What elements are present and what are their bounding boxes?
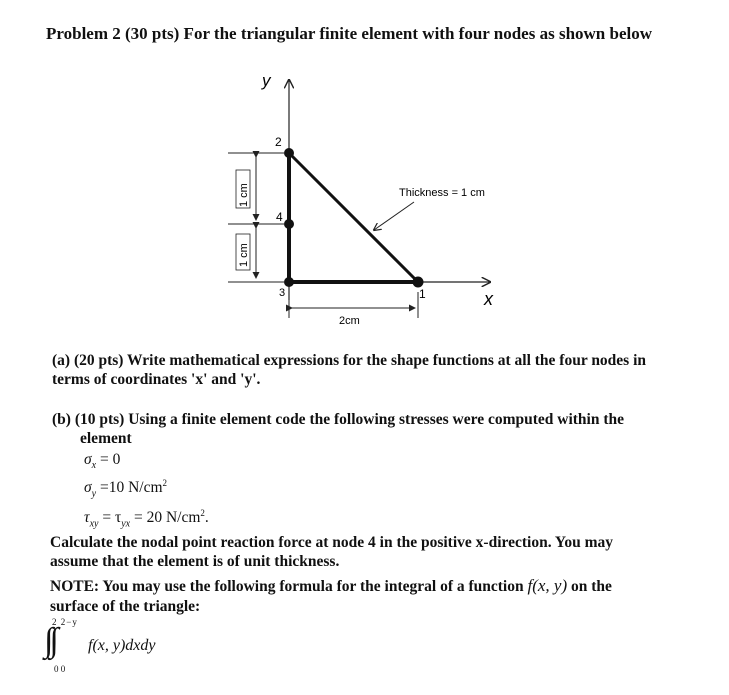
sigma-y-superscript: 2 (162, 478, 168, 488)
y-axis-label: y (262, 71, 271, 90)
x-axis-label: x (484, 289, 493, 309)
sigma-y-symbol: σ (84, 479, 92, 497)
integrand: f(x, y)dxdy (88, 637, 156, 654)
sigma-y-subscript: y (91, 488, 97, 500)
thickness-leader (374, 202, 414, 230)
problem-title: Problem 2 (30 pts) For the triangular finite element with four nodes as shown below (46, 24, 653, 43)
dim-lower-label: 1 cm (238, 243, 250, 267)
equation-tau (84, 508, 209, 529)
node-1-label: 1 (419, 287, 426, 301)
sigma-x-subscript: x (91, 460, 97, 472)
part-a-line-1: (a) (20 pts) Write mathematical expressions for the shape functions at all the four nodes in (52, 352, 647, 369)
calc-line-2: assume that the element is of unit thickness. (50, 553, 340, 570)
note-function: f(x, y) (527, 576, 568, 595)
integral-lower-limits: 0 0 (54, 664, 66, 674)
node-3-label: 3 (279, 287, 286, 299)
integral-symbols: ∫∫ (44, 622, 55, 659)
note-line-2: surface of the triangle: (50, 598, 201, 615)
dim-2cm-label: 2cm (339, 315, 360, 327)
node-4-label: 4 (276, 210, 283, 224)
equation-sigma-y (84, 478, 167, 499)
node-3 (284, 277, 294, 287)
dim-upper-label: 1 cm (238, 183, 250, 207)
node-2-label: 2 (275, 135, 282, 149)
sigma-y-value: =10 N/cm (96, 479, 163, 497)
integral-upper-limits: 2 2−y (52, 617, 78, 627)
tau-equals-yx: = τ (98, 509, 122, 527)
tau-xy-subscript: xy (89, 518, 99, 530)
tau-value: = 20 N/cm (130, 509, 201, 527)
node-1 (413, 277, 424, 288)
part-a-line-2: terms of coordinates 'x' and 'y'. (52, 371, 261, 388)
equation-sigma-x (84, 451, 120, 471)
calc-line-1: Calculate the nodal point reaction force at node 4 in the positive x-direction. You may (50, 534, 614, 551)
node-2 (284, 148, 294, 158)
note-text-end: on the (571, 578, 612, 595)
thickness-label: Thickness = 1 cm (399, 187, 485, 199)
tau-superscript: 2 (200, 508, 205, 518)
sigma-x-value: = 0 (96, 451, 121, 468)
note-text: NOTE: You may use the following formula for the integral of a function (50, 578, 524, 595)
triangle-element-figure (0, 0, 729, 340)
edge-1-2 (289, 153, 418, 282)
tau-yx-subscript: yx (121, 518, 131, 530)
sigma-x-symbol: σ (84, 451, 92, 468)
tau-period: . (204, 509, 209, 527)
part-b-line-2: element (80, 430, 132, 447)
node-4 (284, 219, 294, 229)
part-b-line-1: (b) (10 pts) Using a finite element code the following stresses were computed within the (52, 411, 625, 428)
note-line-1 (50, 576, 612, 596)
tau-xy-symbol: τ (84, 509, 90, 527)
